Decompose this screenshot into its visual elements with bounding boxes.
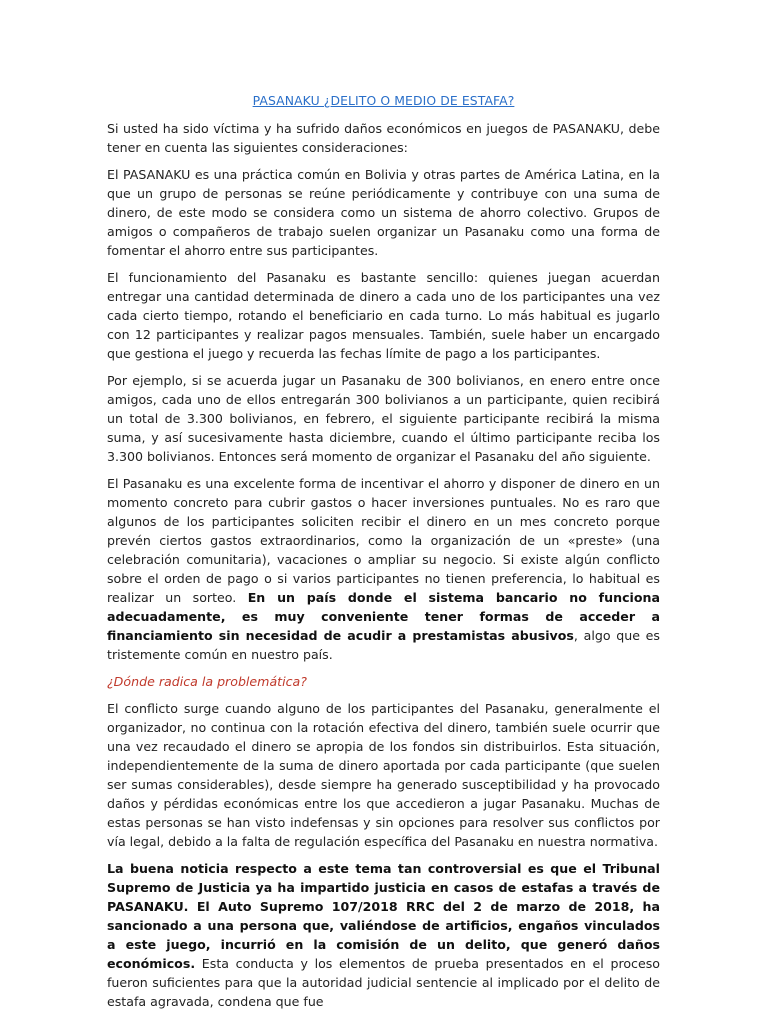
paragraph-example: Por ejemplo, si se acuerda jugar un Pasanaku de 300 bolivianos, en enero entre once amigos, cada uno de ellos entregarán 300 bolivianos a un participante, quien recibirá un total de 3.300 bolivianos, en febrero, el siguiente participante recibirá la misma suma, y así sucesivamente hasta diciembre, cuando el último participante reciba los 3.300 bolivianos. Entonces será momento de organizar el Pasanaku del año siguiente. [107,373,660,464]
benefits-text: El Pasanaku es una excelente forma de incentivar el ahorro y disponer de dinero en un momento concreto para cubrir gastos o hacer inversiones puntuales. No es raro que algunos de los participantes soliciten recibir el dinero en un mes concreto porque prevén ciertos gastos extraordinarios, como la organización de un «preste» (una celebración comunitaria), vacaciones o ampliar su negocio. Si existe algún conflicto sobre el orden de pago o si varios participantes no tienen preferencia, lo habitual es realizar un sorteo. [107,476,660,605]
intro-paragraph: Si usted ha sido víctima y ha sufrido daños económicos en juegos de PASANAKU, debe tener en cuenta las siguientes consideraciones: [107,121,660,155]
paragraph-benefits [107,474,660,664]
benefits-tail-text: , algo que es tristemente común en nuestro país. [107,628,660,662]
document-title[interactable]: PASANAKU ¿DELITO O MEDIO DE ESTAFA? [252,93,515,108]
paragraph-functioning: El funcionamiento del Pasanaku es bastante sencillo: quienes juegan acuerdan entregar una cantidad determinada de dinero a cada uno de los participantes una vez cada cierto tiempo, rotando el beneficiario en cada turno. Lo más habitual es jugarlo con 12 participantes y realizar pagos mensuales. También, suele haber un encargado que gestiona el juego y recuerda las fechas límite de pago a los participantes. [107,270,660,361]
good-news-bold-text: La buena noticia respecto a este tema tan controversial es que el Tribunal Supremo de Justicia ya ha impartido justicia en casos de estafas a través de PASANAKU. El Auto Supremo 107/2018 RRC del 2 de marzo de 2018, ha sancionado a una persona que, valiéndose de artificios, engaños vinculados a este juego, incurrió en la comisión de un delito, que generó daños económicos. [107,861,660,971]
paragraph-good-news [107,859,660,1011]
problem-subheading: ¿Dónde radica la problemática? [107,674,307,689]
benefits-bold-text: En un país donde el sistema bancario no funciona adecuadamente, es muy conveniente tener formas de acceder a financiamiento sin necesidad de acudir a prestamistas abusivos [107,590,660,643]
document-page [107,91,660,1019]
paragraph-definition: El PASANAKU es una práctica común en Bolivia y otras partes de América Latina, en la que un grupo de personas se reúne periódicamente y contribuye con una suma de dinero, de este modo se considera como un sistema de ahorro colectivo. Grupos de amigos o compañeros de trabajo suelen organizar un Pasanaku como una forma de fomentar el ahorro entre sus participantes. [107,167,660,258]
paragraph-conflict: El conflicto surge cuando alguno de los participantes del Pasanaku, generalmente el organizador, no continua con la rotación efectiva del dinero, también suele ocurrir que una vez recaudado el dinero se apropia de los fondos sin distribuirlos. Esta situación, independientemente de la suma de dinero aportada por cada participante (que suelen ser sumas considerables), desde siempre ha generado susceptibilidad y ha provocado daños y pérdidas económicas entre los que accedieron a jugar Pasanaku. Muchas de estas personas se han visto indefensas y sin opciones para resolver sus conflictos por vía legal, debido a la falta de regulación específica del Pasanaku en nuestra normativa. [107,701,660,849]
good-news-tail-text: Esta conducta y los elementos de prueba presentados en el proceso fueron suficientes para que la autoridad judicial sentencie al implicado por el delito de estafa agravada, condena que fue [107,956,660,1009]
